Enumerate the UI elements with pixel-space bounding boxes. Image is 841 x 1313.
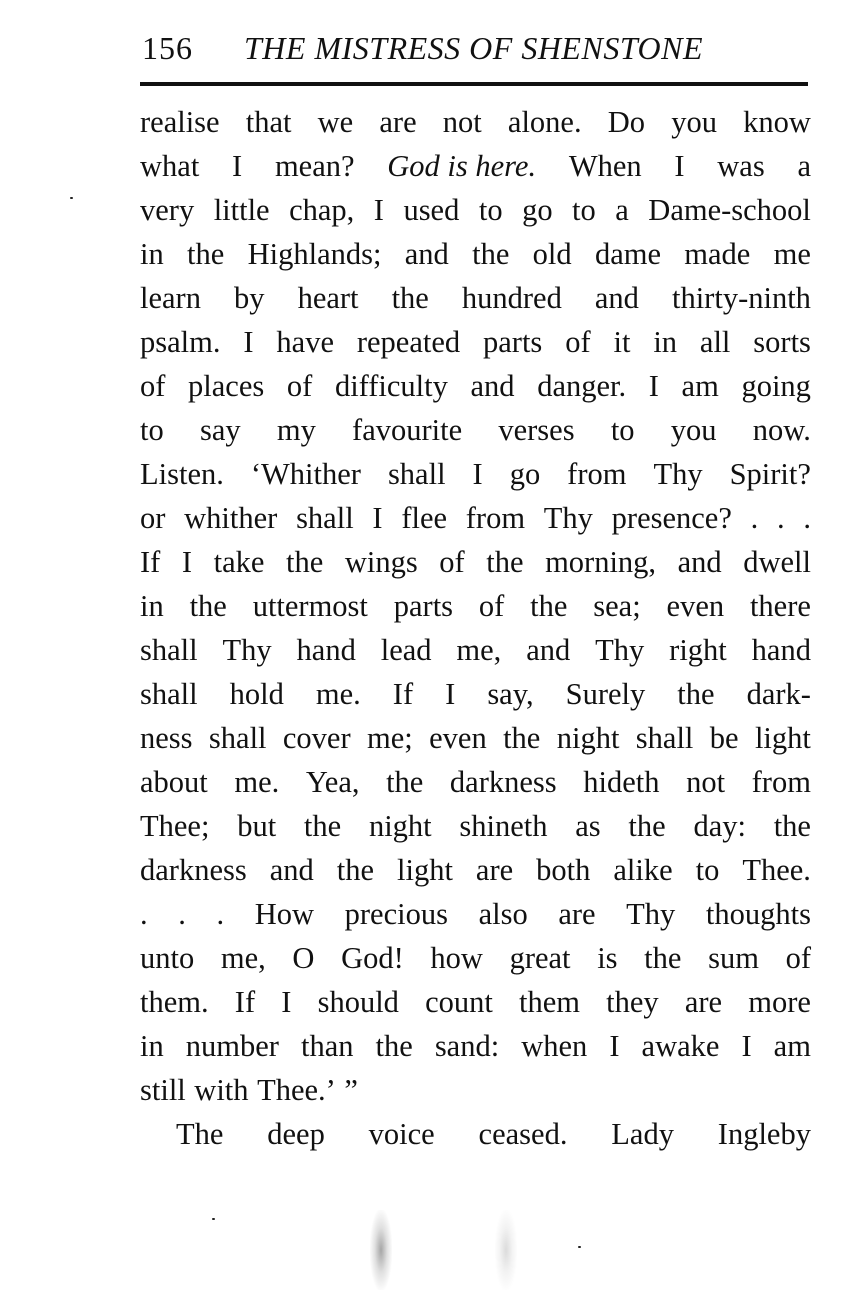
word: is [597, 941, 618, 975]
word: thirty-ninth [671, 281, 811, 315]
word: realise [140, 105, 220, 139]
text-line [140, 188, 811, 232]
body-text [140, 100, 811, 1156]
word: voice [368, 1117, 435, 1151]
word: shall [140, 677, 198, 711]
word: now. [752, 413, 811, 447]
scan-smudge [495, 1210, 517, 1290]
word: as [575, 809, 601, 843]
word: the [628, 809, 666, 843]
word: about [140, 765, 208, 799]
word: them [519, 985, 581, 1019]
word: in [140, 589, 164, 623]
word: places [188, 369, 265, 403]
word: How [254, 897, 315, 931]
word: there [749, 589, 811, 623]
word: say, [487, 677, 534, 711]
word: to [572, 193, 596, 227]
word: go [509, 457, 541, 491]
text-line [140, 804, 811, 848]
word: know [743, 105, 811, 139]
word: uttermost [252, 589, 368, 623]
word: Thy [595, 633, 645, 667]
word: night [368, 809, 432, 843]
word: ” [344, 1073, 358, 1107]
word: shineth [459, 809, 548, 843]
word: a [615, 193, 629, 227]
word: should [317, 985, 399, 1019]
scan-speck [212, 1218, 215, 1220]
word: Thee; [140, 809, 210, 843]
word: take [213, 545, 265, 579]
word: and [404, 237, 449, 271]
word: . [776, 501, 785, 535]
word: me, [220, 941, 266, 975]
word: If [140, 545, 161, 579]
word: ceased. [478, 1117, 568, 1151]
word: hundred [461, 281, 562, 315]
word: Thy [653, 457, 703, 491]
word: am [773, 1029, 811, 1063]
word: the [187, 237, 225, 271]
word: ness [140, 721, 193, 755]
word: the [391, 281, 429, 315]
word: . [803, 501, 811, 535]
word: repeated [356, 325, 461, 359]
word: the [303, 809, 342, 843]
header-rule [140, 82, 808, 86]
word: cover [282, 721, 351, 755]
word: the [530, 589, 568, 623]
word: I [243, 325, 254, 359]
word: and [594, 281, 639, 315]
word: are [475, 853, 514, 887]
word: of [140, 369, 166, 403]
word: . [140, 897, 148, 931]
word: the [773, 809, 811, 843]
word: heart [297, 281, 359, 315]
word: . [750, 501, 759, 535]
word: in [140, 237, 164, 271]
word: am [681, 369, 719, 403]
word: right [669, 633, 727, 667]
word: hideth [583, 765, 660, 799]
word: also [478, 897, 528, 931]
word: be [709, 721, 739, 755]
word: Thy [222, 633, 272, 667]
word: or [140, 501, 166, 535]
word: the [503, 721, 541, 755]
word: sorts [753, 325, 811, 359]
word: from [465, 501, 526, 535]
word: how [430, 941, 483, 975]
text-line [140, 672, 811, 716]
running-title: THE MISTRESS OF SHENSTONE [244, 30, 704, 66]
word: If [234, 985, 256, 1019]
word: with [194, 1073, 249, 1107]
word: count [425, 985, 493, 1019]
word: Highlands; [247, 237, 382, 271]
word: I [445, 677, 456, 711]
text-line [140, 1024, 811, 1068]
word: they [606, 985, 659, 1019]
word: The [176, 1117, 224, 1151]
word: Spirit? [729, 457, 811, 491]
word: Surely [565, 677, 646, 711]
word: very [140, 193, 195, 227]
word: presence? [611, 501, 732, 535]
word: mean? [274, 149, 355, 183]
word: dwell [743, 545, 811, 579]
word: sea; [593, 589, 641, 623]
text-line [140, 408, 811, 452]
word: that [245, 105, 292, 139]
word: learn [140, 281, 201, 315]
word: have [276, 325, 334, 359]
word: the [386, 765, 424, 799]
word: number [185, 1029, 279, 1063]
word: Ingleby [717, 1117, 811, 1151]
word: hold [229, 677, 284, 711]
word: thoughts [705, 897, 811, 931]
word: dame [594, 237, 661, 271]
text-line [140, 584, 811, 628]
word: awake [641, 1029, 720, 1063]
text-line [140, 628, 811, 672]
word: Thy [626, 897, 676, 931]
text-line [140, 760, 811, 804]
word: Thy [543, 501, 593, 535]
word: great [509, 941, 571, 975]
word: . [178, 897, 186, 931]
word: Do [607, 105, 646, 139]
word: I [281, 985, 292, 1019]
word: unto [140, 941, 195, 975]
word: the [677, 677, 715, 711]
word: my [276, 413, 316, 447]
page-header [142, 30, 810, 74]
word: light [754, 721, 811, 755]
word: to [610, 413, 635, 447]
word: the [486, 545, 524, 579]
italic-phrase: God is here. [387, 149, 537, 183]
word: to [140, 413, 164, 447]
word: favourite [352, 413, 463, 447]
word: I [372, 501, 383, 535]
word: you [670, 413, 717, 447]
word: whither [184, 501, 278, 535]
word: precious [344, 897, 448, 931]
word: from [751, 765, 811, 799]
scan-speck [70, 197, 73, 199]
word: When [568, 149, 642, 183]
word: Thee.’ [257, 1073, 336, 1107]
word: parts [393, 589, 454, 623]
word: are [558, 897, 596, 931]
word: and [677, 545, 722, 579]
word: hand [751, 633, 811, 667]
text-line [140, 364, 811, 408]
word: in [653, 325, 678, 359]
word: shall [208, 721, 267, 755]
word: Dame-school [648, 193, 811, 227]
page-number: 156 [142, 30, 193, 66]
word: shall [635, 721, 694, 755]
word: say [199, 413, 241, 447]
word: and [470, 369, 515, 403]
word: . [216, 897, 225, 931]
word: and [269, 853, 314, 887]
word: than [300, 1029, 354, 1063]
word: Yea, [305, 765, 360, 799]
word: psalm. [140, 325, 221, 359]
word: shall [296, 501, 354, 535]
word: alike [613, 853, 673, 887]
word: I [181, 545, 193, 579]
word: sum [708, 941, 759, 975]
text-line [140, 100, 811, 144]
word: I [232, 149, 243, 183]
word: I [674, 149, 685, 183]
word: I [373, 193, 384, 227]
word: it [613, 325, 631, 359]
word: I [741, 1029, 752, 1063]
word: still [140, 1073, 186, 1107]
word: shall [140, 633, 198, 667]
word: are [684, 985, 723, 1019]
word: used [403, 193, 460, 227]
word: O [292, 941, 315, 975]
word: to [478, 193, 503, 227]
word: are [379, 105, 417, 139]
word: old [532, 237, 572, 271]
word: made [684, 237, 751, 271]
word: Lady [611, 1117, 674, 1151]
word: the [644, 941, 682, 975]
word: the [286, 545, 324, 579]
word: even [429, 721, 487, 755]
text-line [140, 540, 811, 584]
word: me. [234, 765, 280, 799]
word: a [797, 149, 811, 183]
word: morning, [545, 545, 657, 579]
word: dark- [746, 677, 811, 711]
word: ‘Whither [250, 457, 361, 491]
word: of [286, 369, 313, 403]
word: darkness [140, 853, 247, 887]
word: little [213, 193, 270, 227]
word: I [472, 457, 483, 491]
word: the [336, 853, 375, 887]
word: lead [380, 633, 432, 667]
word: them. [140, 985, 209, 1019]
text-line [140, 320, 811, 364]
word: go [522, 193, 553, 227]
word: flee [401, 501, 448, 535]
word: danger. [537, 369, 627, 403]
word: me; [367, 721, 413, 755]
word: what [140, 149, 200, 183]
word: me, [456, 633, 502, 667]
word: I [609, 1029, 620, 1063]
word: light [397, 853, 453, 887]
text-line [140, 848, 811, 892]
text-line [140, 232, 811, 276]
word: chap, [289, 193, 355, 227]
text-line [140, 276, 811, 320]
word: to [695, 853, 720, 887]
text-line [140, 496, 811, 540]
word: of [785, 941, 811, 975]
word: not [686, 765, 726, 799]
word: both [536, 853, 591, 887]
word: me. [315, 677, 361, 711]
word: more [748, 985, 811, 1019]
word: If [392, 677, 414, 711]
word: Thee. [742, 853, 811, 887]
word: parts [483, 325, 543, 359]
word: wings [344, 545, 418, 579]
word: of [439, 545, 465, 579]
text-line [140, 716, 811, 760]
word: going [741, 369, 811, 403]
word: but [237, 809, 277, 843]
word: sand: [434, 1029, 500, 1063]
word: we [317, 105, 354, 139]
word: day: [693, 809, 746, 843]
word: even [666, 589, 725, 623]
text-line [140, 1068, 811, 1112]
word: verses [498, 413, 575, 447]
text-line [140, 452, 811, 496]
word: all [699, 325, 731, 359]
text-line [140, 936, 811, 980]
word: by [234, 281, 265, 315]
word: night [556, 721, 620, 755]
word: deep [267, 1117, 325, 1151]
word: darkness [449, 765, 557, 799]
text-line [140, 1112, 811, 1156]
word: shall [387, 457, 446, 491]
word: was [717, 149, 765, 183]
word: you [671, 105, 717, 139]
word: of [478, 589, 505, 623]
word: the [189, 589, 227, 623]
word: in [140, 1029, 164, 1063]
scan-speck [578, 1246, 581, 1248]
word: of [565, 325, 591, 359]
text-line [140, 144, 811, 188]
word: me [773, 237, 811, 271]
word: when [521, 1029, 588, 1063]
word: Listen. [140, 457, 224, 491]
scan-smudge [370, 1210, 392, 1290]
word: I [648, 369, 659, 403]
word: not [442, 105, 482, 139]
text-line [140, 892, 811, 936]
word: the [472, 237, 510, 271]
word: difficulty [334, 369, 448, 403]
word: God! [341, 941, 404, 975]
word: alone. [507, 105, 582, 139]
word: hand [296, 633, 356, 667]
word: from [567, 457, 627, 491]
word: the [375, 1029, 413, 1063]
text-line [140, 980, 811, 1024]
word: and [526, 633, 571, 667]
